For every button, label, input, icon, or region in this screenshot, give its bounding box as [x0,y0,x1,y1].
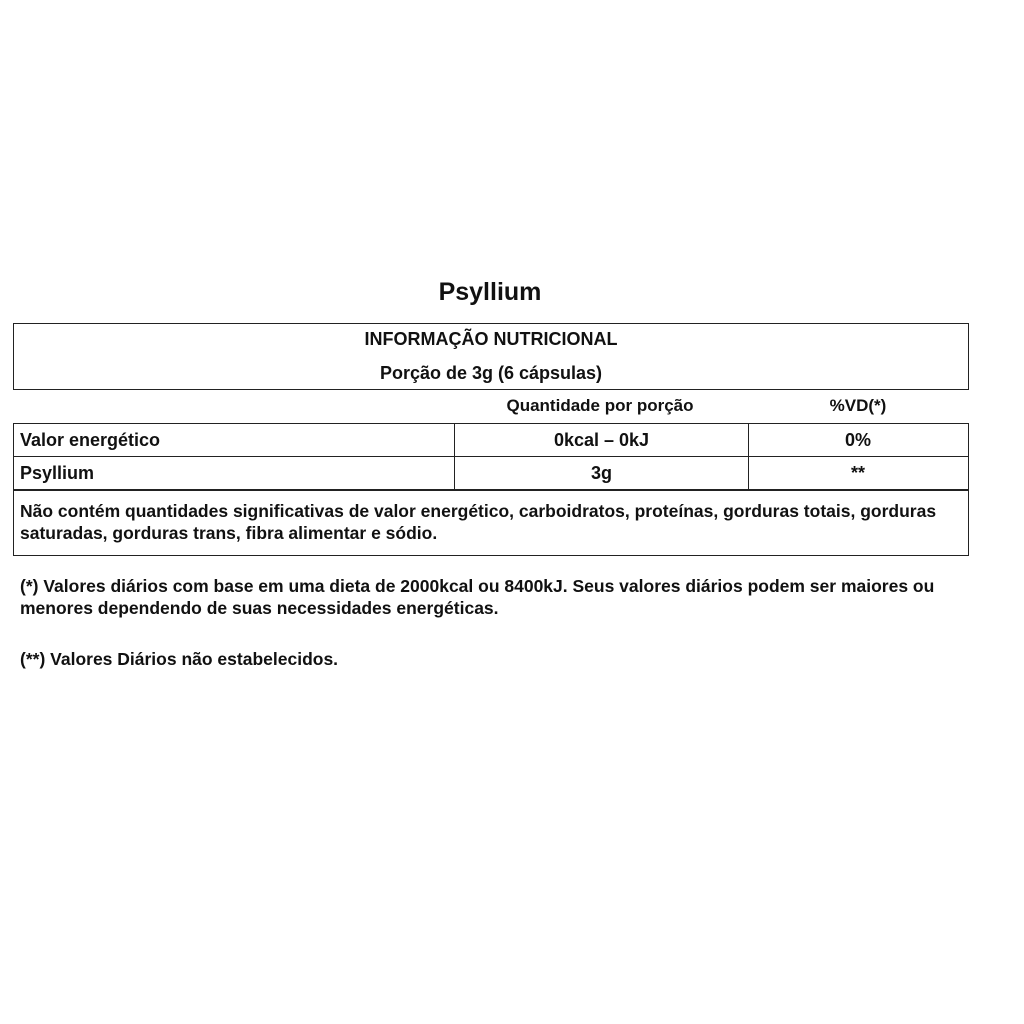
nutrient-quantity: 3g [454,457,748,489]
column-header-vd: %VD(*) [829,396,887,415]
table-row [13,456,969,490]
product-title: Psyllium [438,278,542,306]
nutrition-header-box [13,323,969,390]
footnote-not-established: (**) Valores Diários não estabelecidos. [20,649,339,669]
nutrient-vd: ** [748,457,967,489]
nutrient-name: Psyllium [20,462,95,483]
not-significant-note-box [13,490,969,556]
footnote-daily-values: (*) Valores diários com base em uma dieta de 2000kcal ou 8400kJ. Seus valores diários podem ser maiores ou menores dependendo de suas necessidades energéticas. [20,576,935,618]
column-header-quantity: Quantidade por porção [506,396,694,415]
nutrient-vd: 0% [748,424,967,456]
nutrient-quantity: 0kcal – 0kJ [454,424,748,456]
portion-size: Porção de 3g (6 cápsulas) [379,363,603,383]
nutrient-name: Valor energético [20,429,161,450]
nutrition-heading: INFORMAÇÃO NUTRICIONAL [364,329,618,349]
not-significant-note: Não contém quantidades significativas de valor energético, carboidratos, proteínas, gorduras totais, gorduras saturadas, gorduras trans, fibra alimentar e sódio. [20,501,937,543]
table-row [13,423,969,457]
